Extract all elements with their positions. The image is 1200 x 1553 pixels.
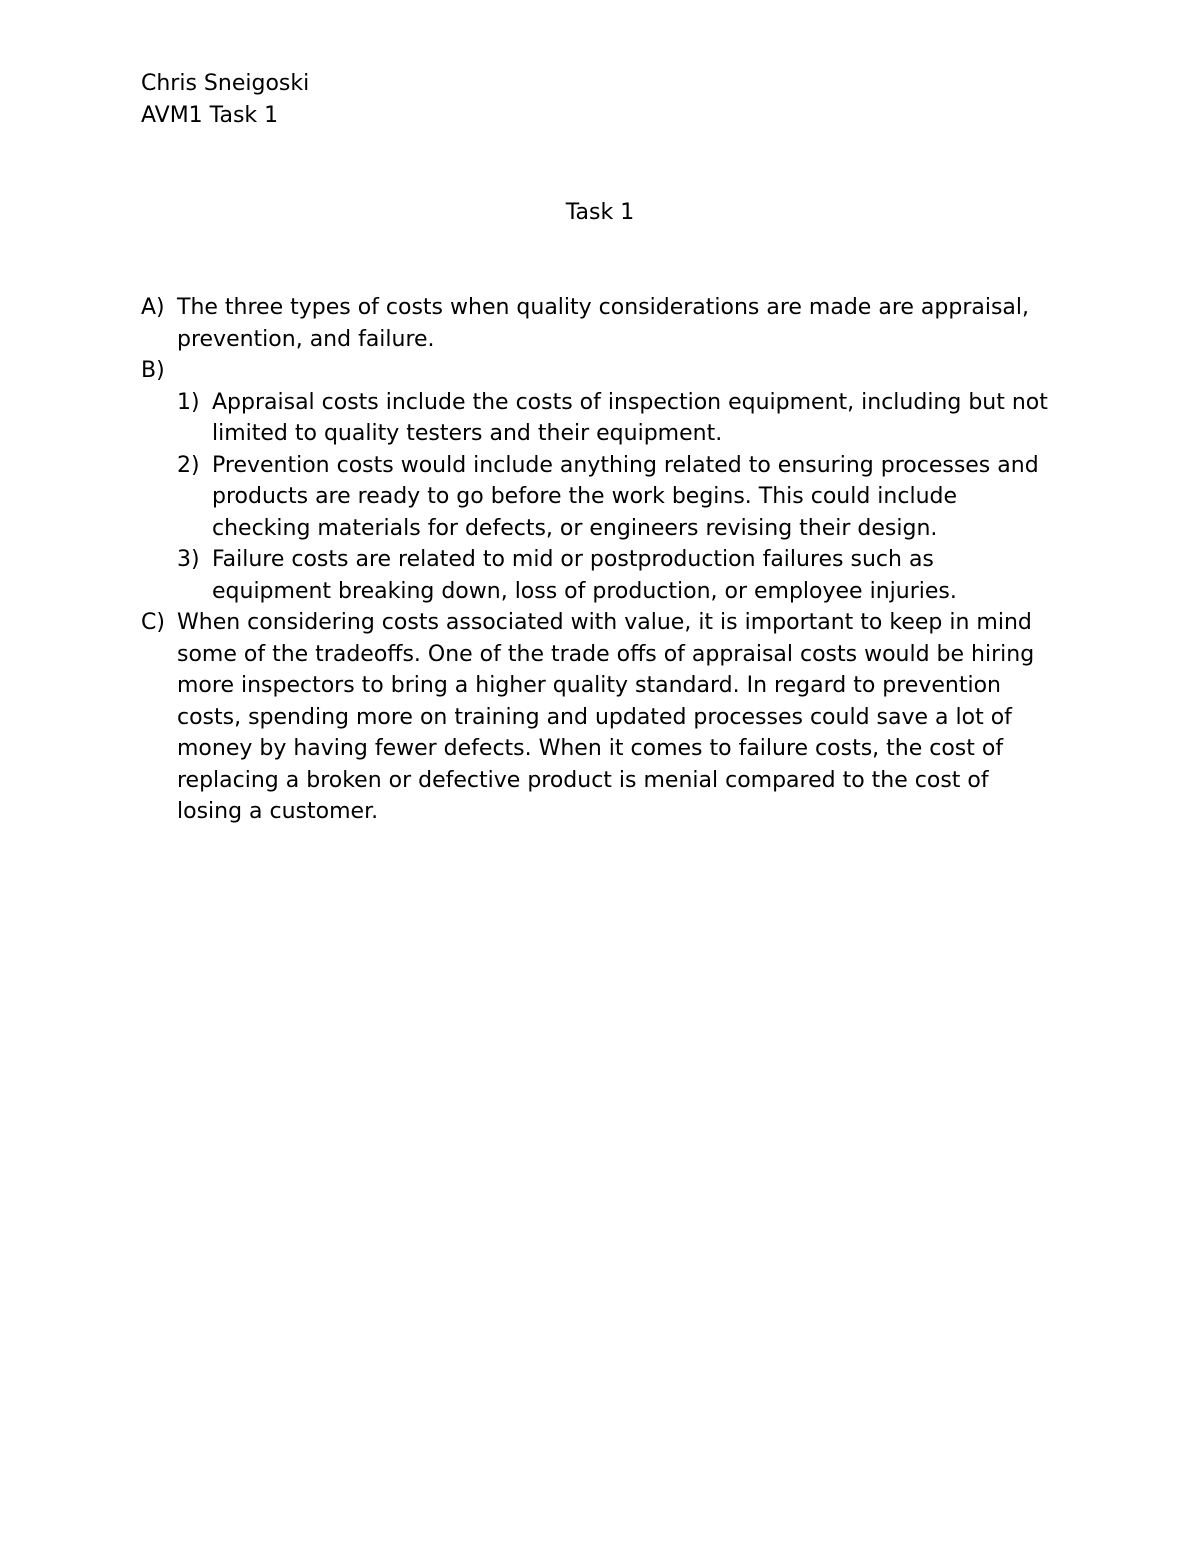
section-b-spacer bbox=[177, 355, 1059, 387]
section-b-item-2 bbox=[177, 450, 1059, 545]
section-a-marker: A) bbox=[141, 295, 165, 320]
section-a-text: The three types of costs when quality considerations are made are appraisal, prevention, and failure. bbox=[177, 295, 1030, 352]
section-b-item-3-marker: 3) bbox=[177, 547, 200, 572]
section-b-item-3 bbox=[177, 544, 1059, 607]
section-b-item-1-marker: 1) bbox=[177, 389, 200, 415]
section-b-item-1-text: Appraisal costs include the costs of inspection equipment, including but not limited to quality testers and their equipment. bbox=[212, 389, 1048, 446]
section-a bbox=[141, 292, 1059, 355]
section-c-text: When considering costs associated with value, it is important to keep in mind some of the tradeoffs. One of the trade offs of appraisal costs would be hiring more inspectors to bring a higher quality standard. In regard to prevention costs, spending more on training and updated processes could save a lot of money by having fewer defects. When it comes to failure costs, the cost of replacing a broken or defective product is menial compared to the cost of losing a customer. bbox=[177, 610, 1035, 824]
course-task-label: AVM1 Task 1 bbox=[141, 102, 279, 128]
section-b bbox=[141, 355, 1059, 387]
section-c bbox=[141, 607, 1059, 828]
section-b-item-3-text: Failure costs are related to mid or postproduction failures such as equipment breaking down, loss of production, or employee injuries. bbox=[212, 547, 957, 604]
section-b-item-1 bbox=[177, 387, 1059, 450]
section-b-marker: B) bbox=[141, 358, 165, 383]
document-body bbox=[141, 292, 1059, 828]
section-b-item-2-marker: 2) bbox=[177, 452, 200, 478]
author-name: Chris Sneigoski bbox=[141, 71, 310, 96]
section-b-item-2-text: Prevention costs would include anything related to ensuring processes and products are ready to go before the work begins. This could include checking materials for defects, or engineers revising their design. bbox=[212, 452, 1039, 541]
document-header bbox=[141, 68, 1041, 131]
section-c-marker: C) bbox=[141, 610, 165, 635]
document-title: Task 1 bbox=[565, 200, 635, 225]
